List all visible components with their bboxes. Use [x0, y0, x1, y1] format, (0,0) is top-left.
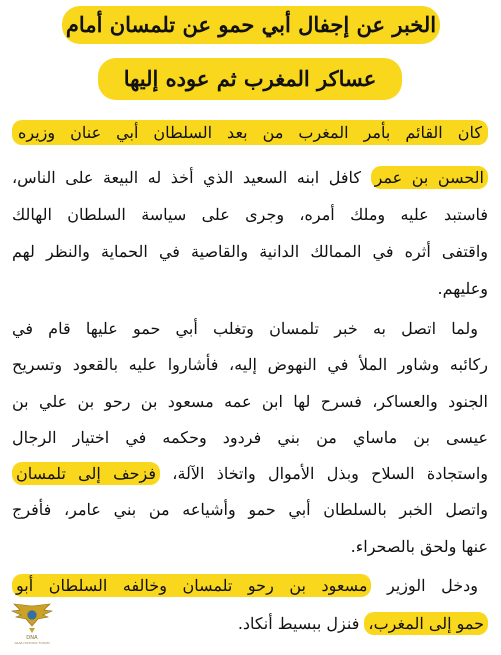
- highlight-maghreb: حمو إلى المغرب،: [364, 612, 488, 635]
- body-line-7: ركائبه وشاور الملأ في النهوض إليه، فأشاروا عليه بالقعود وتسريح: [12, 355, 488, 374]
- title-line-1: الخبر عن إجفال أبي حمو عن تلمسان أمام: [62, 6, 440, 44]
- body-line-12: عنها ولحق بالصحراء.: [350, 537, 488, 556]
- body-line-5: وعليهم.: [437, 279, 488, 298]
- body-line-14: [12, 611, 488, 637]
- body-line-6: ولما اتصل به خبر تلمسان وتغلب أبي حمو عليها قام في: [12, 319, 478, 338]
- winged-emblem-icon: [10, 600, 54, 634]
- body-line-9: عيسى بن ماساي من بني فردود وحكمه في اختيار الرجال: [12, 428, 488, 447]
- body-line-3: فاستبد عليه وملك أمره، وجرى على سياسة السلطان الهالك: [12, 205, 488, 224]
- highlight-advance: فزحف إلى تلمسان: [12, 462, 160, 485]
- body-line-11: واتصل الخبر بالسلطان أبي حمو وأشياعه من بني عامر، فأفرج: [12, 500, 488, 519]
- logo-subtitle: ARAB HISTORIC FORUM: [14, 641, 50, 645]
- body-line-1: [12, 120, 488, 146]
- body-text: ودخل الوزير: [371, 576, 478, 595]
- body-line-13: [12, 573, 478, 599]
- body-text: واستجادة السلاح وبذل الأموال واتخاذ الآلة،: [160, 464, 488, 483]
- body-text: كافل ابنه السعيد الذي أخذ له البيعة على الناس،: [12, 168, 371, 187]
- logo-name: DNA: [26, 635, 38, 641]
- body-line-10: [12, 461, 488, 487]
- highlight-text: كان القائم بأمر المغرب من بعد السلطان أبي عنان وزيره: [12, 120, 488, 145]
- title-line-2: عساكر المغرب ثم عوده إليها: [98, 58, 402, 100]
- highlight-minister: مسعود بن رحو تلمسان وخالفه السلطان أبو: [12, 574, 371, 597]
- body-line-8: الجنود والعساكر، فسرح لها ابن عمه مسعود بن رحو بن علي بن: [12, 392, 488, 411]
- body-line-2: [12, 165, 488, 191]
- body-text: فنزل ببسيط أنكاد.: [237, 614, 365, 633]
- forum-logo: [2, 600, 62, 654]
- highlight-name: الحسن بن عمر: [371, 166, 488, 189]
- body-line-4: واقتفى أثره في الممالك الدانية والقاصية في الحماية والنظر لهم: [12, 242, 488, 261]
